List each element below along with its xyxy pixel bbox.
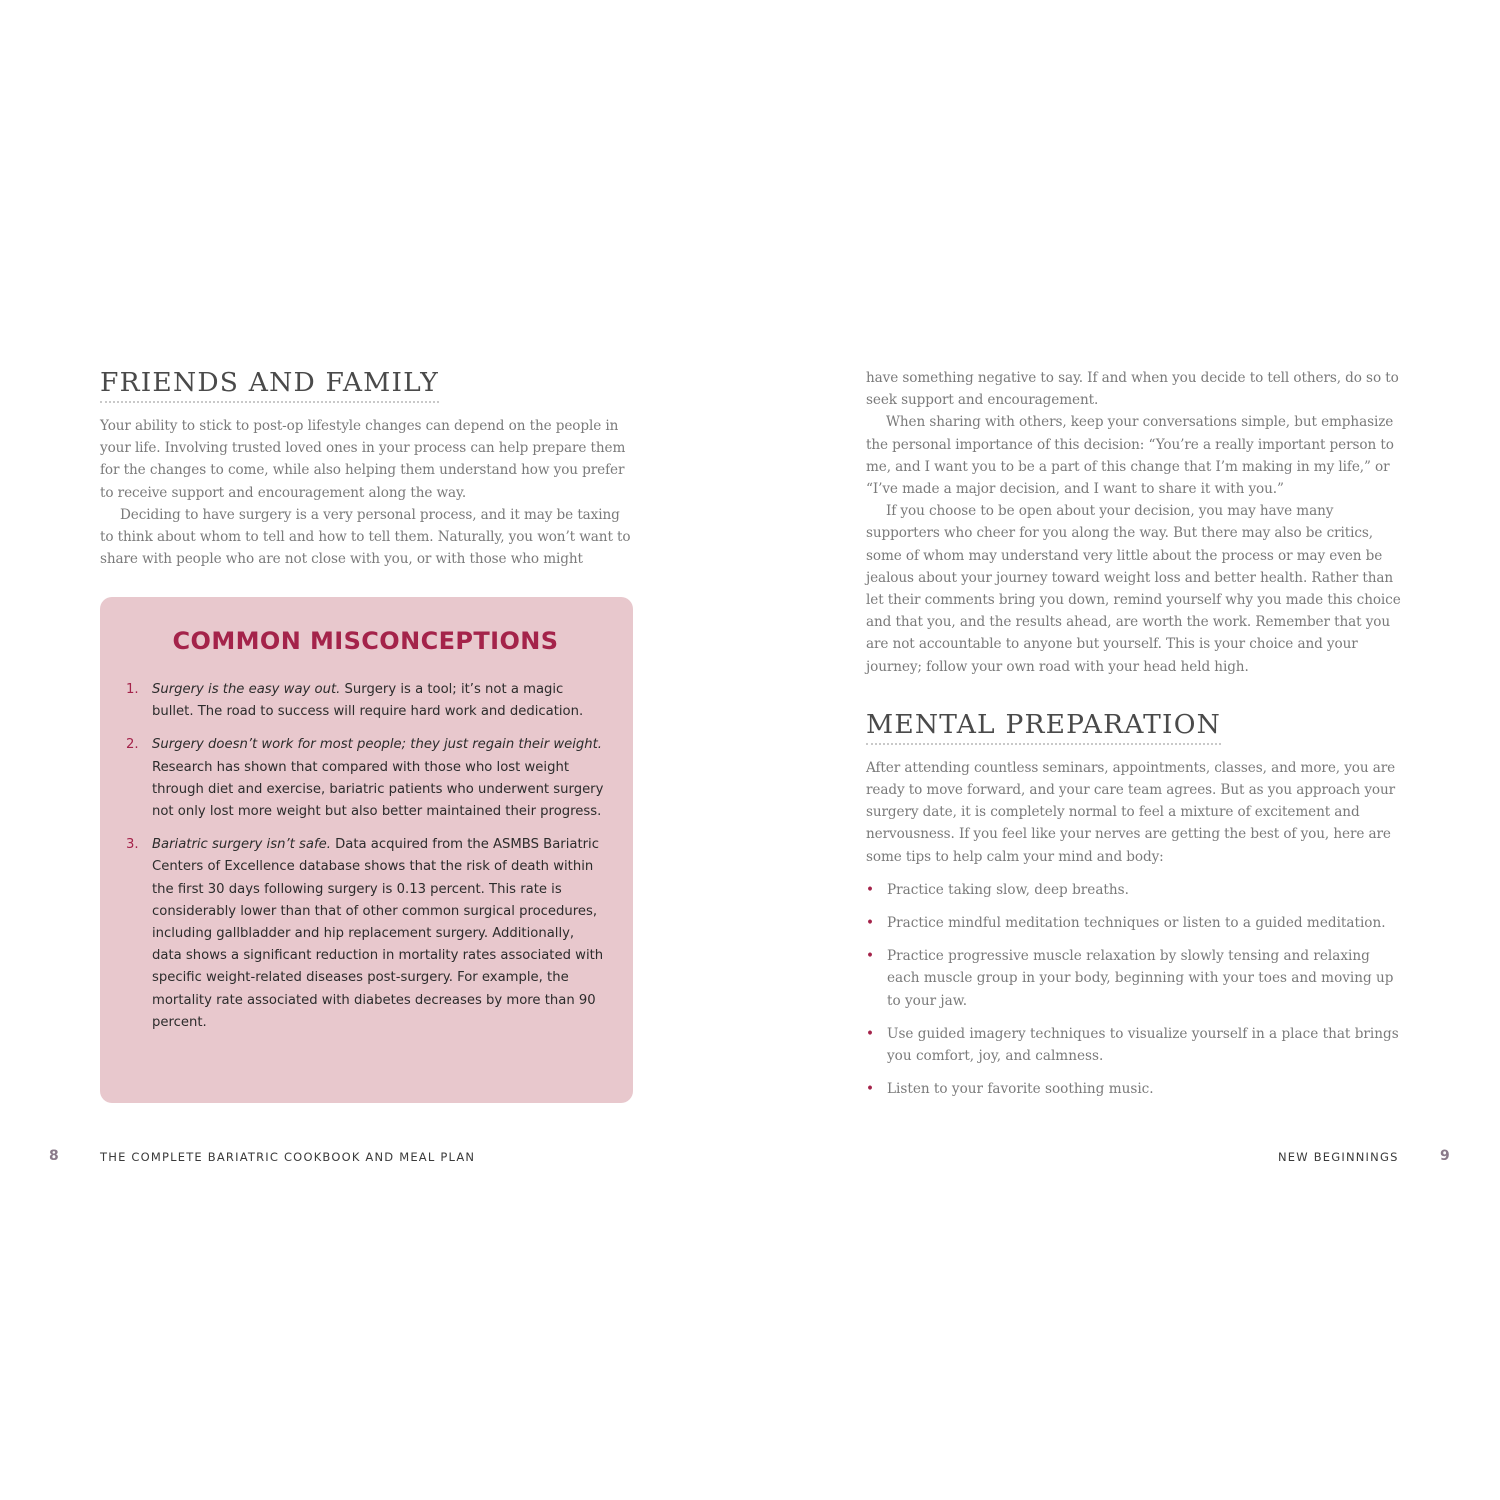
- tips-list: [866, 879, 1406, 1101]
- sidebar-title: COMMON MISCONCEPTIONS: [172, 627, 559, 655]
- paragraph: Deciding to have surgery is a very personal process, and it may be taxing to think about whom to tell and how to tell them. Naturally, you won’t want to share with people who are not close with you, or with those who might: [100, 506, 631, 568]
- paragraph: have something negative to say. If and when you decide to tell others, do so to seek support and encouragement.: [866, 370, 1399, 409]
- bullet-icon: •: [866, 948, 875, 965]
- item-lead: Surgery doesn’t work for most people; they just regain their weight.: [152, 737, 602, 753]
- right-page-number: 9: [1440, 1148, 1450, 1164]
- left-page-number: 8: [49, 1148, 59, 1164]
- bullet-text: Practice mindful meditation techniques or listen to a guided meditation.: [887, 915, 1386, 932]
- list-item: [866, 945, 1406, 1012]
- list-item: [126, 679, 605, 723]
- list-item: [866, 912, 1406, 934]
- bullet-text: Listen to your favorite soothing music.: [887, 1081, 1154, 1098]
- friends-family-continued: [866, 367, 1406, 678]
- item-text: Data acquired from the ASMBS Bariatric Centers of Excellence database shows that the risk of death within the first 30 days following surgery is 0.13 percent. This rate is considerably lower than that of other common surgical procedures, including gallbladder and hip replacement surgery. Additionally, data shows a significant reduction in mortality rates associated with specific weight-related diseases post-surgery. For example, the mortality rate associated with diabetes decreases by more than 90 percent.: [152, 837, 604, 1030]
- right-running-head: NEW BEGINNINGS: [1278, 1150, 1399, 1164]
- left-column: [100, 368, 633, 570]
- paragraph: Your ability to stick to post-op lifestyle changes can depend on the people in your life. Involving trusted loved ones in your process can help prepare them for the changes to come, while also helping them understand how you prefer to receive support and encouragement along the way.: [100, 418, 626, 501]
- list-item: [866, 879, 1406, 901]
- item-text: Research has shown that compared with those who lost weight through diet and exercise, bariatric patients who underwent surgery not only lost more weight but also better maintained their progress.: [152, 759, 604, 820]
- bullet-icon: •: [866, 881, 875, 898]
- item-number: 2.: [126, 737, 139, 753]
- bullet-text: Practice progressive muscle relaxation by slowly tensing and relaxing each muscle group in your body, beginning with your toes and moving up to your jaw.: [887, 948, 1394, 1009]
- item-text: Surgery is a tool; it’s not a magic bullet. The road to success will require hard work and dedication.: [152, 682, 584, 720]
- paragraph: When sharing with others, keep your conversations simple, but emphasize the personal importance of this decision: “You’re a really important person to me, and I want you to be a part of this change that I’m making in my life,” or “I’ve made a major decision, and I want to share it with you.”: [866, 414, 1394, 498]
- section-title-mental-preparation: MENTAL PREPARATION: [866, 710, 1221, 745]
- mental-preparation-intro: [866, 757, 1406, 868]
- item-lead: Bariatric surgery isn’t safe.: [152, 837, 331, 853]
- list-item: [866, 1078, 1406, 1100]
- list-item: [126, 734, 605, 823]
- misconceptions-list: [126, 679, 605, 1034]
- item-lead: Surgery is the easy way out.: [152, 682, 341, 697]
- list-item: [126, 834, 605, 1034]
- paragraph: After attending countless seminars, appointments, classes, and more, you are ready to move forward, and your care team agrees. But as you approach your surgery date, it is completely normal to feel a mixture of excitement and nervousness. If you feel like your nerves are getting the best of you, here are some tips to help calm your mind and body:: [866, 759, 1396, 865]
- right-column: [866, 367, 1406, 1111]
- left-running-head: THE COMPLETE BARIATRIC COOKBOOK AND MEAL PLAN: [100, 1150, 476, 1164]
- bullet-text: Practice taking slow, deep breaths.: [887, 881, 1129, 898]
- bullet-icon: •: [866, 915, 875, 932]
- list-item: [866, 1023, 1406, 1067]
- section-title-friends-family: FRIENDS AND FAMILY: [100, 368, 439, 403]
- misconceptions-sidebar: [100, 597, 633, 1103]
- bullet-icon: •: [866, 1025, 875, 1042]
- friends-family-body: [100, 415, 633, 570]
- item-number: 1.: [126, 682, 139, 697]
- paragraph: If you choose to be open about your decision, you may have many supporters who cheer for you along the way. But there may also be critics, some of whom may understand very little about the process or may even be jealous about your journey toward weight loss and better health. Rather than let their comments bring you down, remind yourself why you made this choice and that you, and the results ahead, are worth the work. Remember that you are not accountable to anyone but yourself. This is your choice and your journey; follow your own road with your head held high.: [866, 503, 1401, 675]
- item-number: 3.: [126, 837, 139, 853]
- bullet-icon: •: [866, 1081, 875, 1098]
- bullet-text: Use guided imagery techniques to visualize yourself in a place that brings you comfort, joy, and calmness.: [887, 1025, 1399, 1065]
